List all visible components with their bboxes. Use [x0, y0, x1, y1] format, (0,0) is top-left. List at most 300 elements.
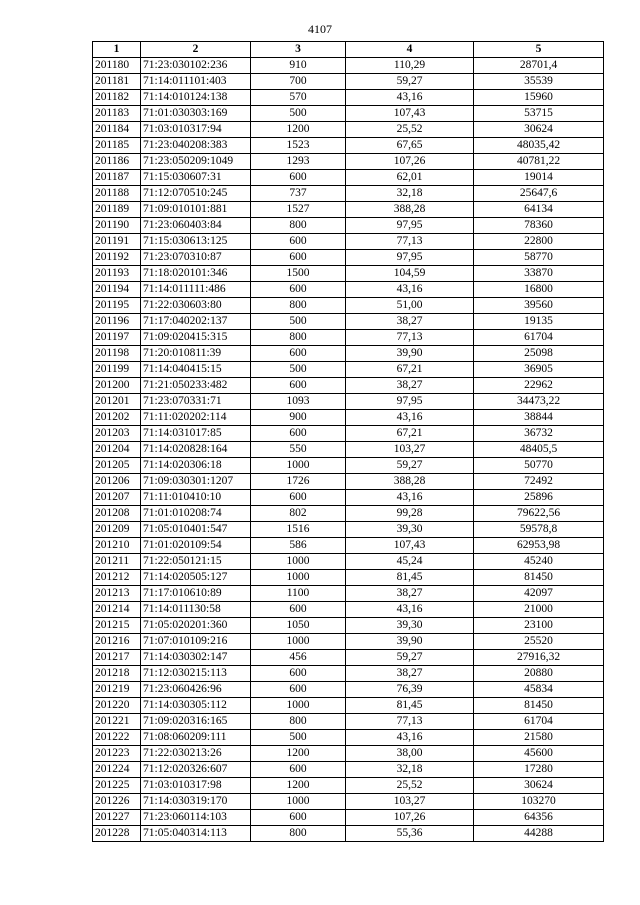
table-cell-col-5: 19135: [474, 314, 604, 330]
table-cell-col-5: 25520: [474, 634, 604, 650]
table-cell-col-5: 20880: [474, 666, 604, 682]
table-cell-col-4: 388,28: [346, 474, 474, 490]
table-cell-col-3: 1000: [251, 698, 346, 714]
table-cell-col-5: 62953,98: [474, 538, 604, 554]
table-cell-col-1: 201189: [93, 202, 141, 218]
table-cell-col-2: 71:17:040202:137: [141, 314, 251, 330]
table-cell-col-1: 201186: [93, 154, 141, 170]
table-cell-col-2: 71:22:030603:80: [141, 298, 251, 314]
table-cell-col-4: 67,21: [346, 426, 474, 442]
table-row: [93, 490, 604, 506]
table-cell-col-2: 71:14:020306:18: [141, 458, 251, 474]
table-cell-col-4: 77,13: [346, 714, 474, 730]
table-cell-col-4: 81,45: [346, 698, 474, 714]
table-cell-col-2: 71:14:030305:112: [141, 698, 251, 714]
table-cell-col-5: 36732: [474, 426, 604, 442]
table-cell-col-4: 32,18: [346, 186, 474, 202]
column-header-5: 5: [474, 42, 604, 58]
table-cell-col-1: 201222: [93, 730, 141, 746]
table-row: [93, 650, 604, 666]
table-cell-col-1: 201210: [93, 538, 141, 554]
table-cell-col-1: 201180: [93, 58, 141, 74]
cadastral-table: [92, 41, 604, 842]
table-cell-col-3: 600: [251, 666, 346, 682]
table-cell-col-4: 38,27: [346, 314, 474, 330]
table-cell-col-5: 21580: [474, 730, 604, 746]
table-cell-col-1: 201195: [93, 298, 141, 314]
table-row: [93, 410, 604, 426]
table-cell-col-2: 71:23:060403:84: [141, 218, 251, 234]
table-row: [93, 346, 604, 362]
table-cell-col-5: 81450: [474, 570, 604, 586]
table-row: [93, 330, 604, 346]
table-cell-col-3: 900: [251, 410, 346, 426]
table-cell-col-2: 71:22:050121:15: [141, 554, 251, 570]
table-cell-col-3: 1000: [251, 794, 346, 810]
table-cell-col-1: 201188: [93, 186, 141, 202]
table-cell-col-5: 61704: [474, 714, 604, 730]
table-row: [93, 314, 604, 330]
table-cell-col-4: 43,16: [346, 602, 474, 618]
table-row: [93, 202, 604, 218]
table-row: [93, 762, 604, 778]
table-cell-col-1: 201192: [93, 250, 141, 266]
table-cell-col-2: 71:15:030613:125: [141, 234, 251, 250]
table-cell-col-3: 500: [251, 106, 346, 122]
table-cell-col-2: 71:14:030319:170: [141, 794, 251, 810]
table-cell-col-2: 71:12:030215:113: [141, 666, 251, 682]
table-cell-col-4: 43,16: [346, 490, 474, 506]
table-cell-col-4: 67,21: [346, 362, 474, 378]
table-cell-col-4: 25,52: [346, 122, 474, 138]
table-cell-col-3: 456: [251, 650, 346, 666]
table-cell-col-1: 201203: [93, 426, 141, 442]
table-cell-col-1: 201211: [93, 554, 141, 570]
table-cell-col-2: 71:14:010124:138: [141, 90, 251, 106]
table-row: [93, 186, 604, 202]
table-row: [93, 714, 604, 730]
table-cell-col-2: 71:11:010410:10: [141, 490, 251, 506]
table-cell-col-1: 201223: [93, 746, 141, 762]
table-cell-col-1: 201215: [93, 618, 141, 634]
table-cell-col-5: 64356: [474, 810, 604, 826]
table-cell-col-1: 201216: [93, 634, 141, 650]
table-cell-col-5: 45240: [474, 554, 604, 570]
table-cell-col-1: 201187: [93, 170, 141, 186]
table-cell-col-3: 1293: [251, 154, 346, 170]
column-header-2: 2: [141, 42, 251, 58]
table-cell-col-4: 388,28: [346, 202, 474, 218]
table-cell-col-3: 586: [251, 538, 346, 554]
table-cell-col-2: 71:23:060426:96: [141, 682, 251, 698]
table-row: [93, 394, 604, 410]
table-cell-col-2: 71:14:020828:164: [141, 442, 251, 458]
table-cell-col-1: 201205: [93, 458, 141, 474]
table-cell-col-1: 201221: [93, 714, 141, 730]
table-row: [93, 474, 604, 490]
table-row: [93, 362, 604, 378]
table-row: [93, 122, 604, 138]
table-cell-col-5: 48405,5: [474, 442, 604, 458]
table-cell-col-4: 59,27: [346, 74, 474, 90]
table-cell-col-2: 71:14:031017:85: [141, 426, 251, 442]
table-cell-col-4: 77,13: [346, 330, 474, 346]
table-row: [93, 810, 604, 826]
table-cell-col-5: 28701,4: [474, 58, 604, 74]
table-cell-col-3: 600: [251, 762, 346, 778]
table-row: [93, 570, 604, 586]
table-cell-col-2: 71:09:020316:165: [141, 714, 251, 730]
table-cell-col-5: 25896: [474, 490, 604, 506]
table-cell-col-3: 1500: [251, 266, 346, 282]
table-row: [93, 282, 604, 298]
table-cell-col-5: 64134: [474, 202, 604, 218]
table-cell-col-2: 71:01:020109:54: [141, 538, 251, 554]
table-cell-col-5: 35539: [474, 74, 604, 90]
table-cell-col-5: 44288: [474, 826, 604, 842]
table-cell-col-4: 45,24: [346, 554, 474, 570]
table-row: [93, 826, 604, 842]
table-cell-col-3: 1093: [251, 394, 346, 410]
table-cell-col-5: 21000: [474, 602, 604, 618]
table-cell-col-3: 600: [251, 810, 346, 826]
table-cell-col-2: 71:14:011130:58: [141, 602, 251, 618]
table-cell-col-5: 53715: [474, 106, 604, 122]
table-cell-col-5: 17280: [474, 762, 604, 778]
table-cell-col-5: 61704: [474, 330, 604, 346]
table-cell-col-5: 81450: [474, 698, 604, 714]
table-cell-col-3: 1000: [251, 570, 346, 586]
table-cell-col-4: 67,65: [346, 138, 474, 154]
table-cell-col-4: 97,95: [346, 394, 474, 410]
table-cell-col-3: 1200: [251, 122, 346, 138]
table-cell-col-5: 40781,22: [474, 154, 604, 170]
column-header-1: 1: [93, 42, 141, 58]
table-cell-col-4: 99,28: [346, 506, 474, 522]
table-cell-col-2: 71:08:060209:111: [141, 730, 251, 746]
table-cell-col-5: 25647,6: [474, 186, 604, 202]
table-cell-col-5: 25098: [474, 346, 604, 362]
table-cell-col-5: 19014: [474, 170, 604, 186]
table-cell-col-5: 59578,8: [474, 522, 604, 538]
table-row: [93, 794, 604, 810]
table-cell-col-2: 71:09:030301:1207: [141, 474, 251, 490]
table-cell-col-1: 201219: [93, 682, 141, 698]
table-cell-col-1: 201196: [93, 314, 141, 330]
table-row: [93, 170, 604, 186]
table-cell-col-3: 800: [251, 330, 346, 346]
table-cell-col-2: 71:01:030303:169: [141, 106, 251, 122]
table-cell-col-4: 38,27: [346, 586, 474, 602]
table-cell-col-5: 78360: [474, 218, 604, 234]
table-cell-col-4: 43,16: [346, 90, 474, 106]
table-cell-col-3: 600: [251, 250, 346, 266]
table-cell-col-1: 201197: [93, 330, 141, 346]
table-row: [93, 666, 604, 682]
table-row: [93, 778, 604, 794]
table-row: [93, 106, 604, 122]
table-cell-col-3: 500: [251, 314, 346, 330]
table-cell-col-1: 201194: [93, 282, 141, 298]
table-row: [93, 618, 604, 634]
table-row: [93, 538, 604, 554]
table-cell-col-3: 1200: [251, 746, 346, 762]
table-row: [93, 90, 604, 106]
table-row: [93, 602, 604, 618]
table-cell-col-1: 201217: [93, 650, 141, 666]
table-cell-col-4: 77,13: [346, 234, 474, 250]
table-cell-col-4: 62,01: [346, 170, 474, 186]
table-cell-col-1: 201193: [93, 266, 141, 282]
table-cell-col-5: 50770: [474, 458, 604, 474]
table-cell-col-3: 570: [251, 90, 346, 106]
table-cell-col-4: 39,30: [346, 618, 474, 634]
table-cell-col-5: 36905: [474, 362, 604, 378]
table-cell-col-4: 110,29: [346, 58, 474, 74]
table-cell-col-2: 71:12:020326:607: [141, 762, 251, 778]
table-cell-col-5: 38844: [474, 410, 604, 426]
table-cell-col-1: 201182: [93, 90, 141, 106]
table-cell-col-3: 737: [251, 186, 346, 202]
table-cell-col-3: 600: [251, 346, 346, 362]
table-cell-col-4: 97,95: [346, 218, 474, 234]
column-header-3: 3: [251, 42, 346, 58]
table-cell-col-5: 79622,56: [474, 506, 604, 522]
table-row: [93, 218, 604, 234]
table-cell-col-3: 1516: [251, 522, 346, 538]
table-row: [93, 682, 604, 698]
table-row: [93, 746, 604, 762]
table-cell-col-1: 201181: [93, 74, 141, 90]
table-row: [93, 730, 604, 746]
table-cell-col-4: 39,30: [346, 522, 474, 538]
table-cell-col-3: 1100: [251, 586, 346, 602]
table-cell-col-2: 71:23:040208:383: [141, 138, 251, 154]
table-row: [93, 554, 604, 570]
table-cell-col-1: 201212: [93, 570, 141, 586]
table-cell-col-2: 71:23:030102:236: [141, 58, 251, 74]
table-cell-col-2: 71:12:070510:245: [141, 186, 251, 202]
table-row: [93, 442, 604, 458]
table-cell-col-3: 800: [251, 826, 346, 842]
table-cell-col-2: 71:23:070331:71: [141, 394, 251, 410]
table-cell-col-4: 97,95: [346, 250, 474, 266]
table-cell-col-1: 201200: [93, 378, 141, 394]
table-cell-col-3: 600: [251, 602, 346, 618]
header-row: [93, 42, 604, 58]
table-cell-col-5: 48035,42: [474, 138, 604, 154]
table-cell-col-4: 103,27: [346, 442, 474, 458]
table-cell-col-1: 201208: [93, 506, 141, 522]
table-row: [93, 426, 604, 442]
table-cell-col-1: 201183: [93, 106, 141, 122]
table-cell-col-1: 201191: [93, 234, 141, 250]
table-cell-col-5: 30624: [474, 122, 604, 138]
table-cell-col-1: 201227: [93, 810, 141, 826]
table-cell-col-1: 201204: [93, 442, 141, 458]
table-cell-col-3: 600: [251, 426, 346, 442]
table-row: [93, 586, 604, 602]
table-cell-col-2: 71:21:050233:482: [141, 378, 251, 394]
table-cell-col-1: 201226: [93, 794, 141, 810]
table-cell-col-2: 71:03:010317:98: [141, 778, 251, 794]
table-cell-col-3: 1523: [251, 138, 346, 154]
table-cell-col-4: 32,18: [346, 762, 474, 778]
table-cell-col-5: 33870: [474, 266, 604, 282]
table-row: [93, 298, 604, 314]
table-row: [93, 234, 604, 250]
table-cell-col-4: 107,26: [346, 154, 474, 170]
table-row: [93, 250, 604, 266]
column-header-4: 4: [346, 42, 474, 58]
table-cell-col-1: 201224: [93, 762, 141, 778]
table-cell-col-3: 1000: [251, 554, 346, 570]
table-row: [93, 74, 604, 90]
table-row: [93, 266, 604, 282]
table-cell-col-2: 71:05:010401:547: [141, 522, 251, 538]
table-cell-col-4: 39,90: [346, 634, 474, 650]
table-cell-col-1: 201228: [93, 826, 141, 842]
table-cell-col-3: 500: [251, 362, 346, 378]
table-cell-col-3: 802: [251, 506, 346, 522]
table-cell-col-4: 59,27: [346, 458, 474, 474]
table-cell-col-5: 72492: [474, 474, 604, 490]
table-row: [93, 378, 604, 394]
table-cell-col-5: 30624: [474, 778, 604, 794]
table-cell-col-1: 201218: [93, 666, 141, 682]
table-cell-col-2: 71:03:010317:94: [141, 122, 251, 138]
table-cell-col-2: 71:09:010101:881: [141, 202, 251, 218]
table-cell-col-5: 103270: [474, 794, 604, 810]
table-cell-col-5: 27916,32: [474, 650, 604, 666]
table-cell-col-4: 43,16: [346, 282, 474, 298]
table-cell-col-5: 45600: [474, 746, 604, 762]
table-cell-col-5: 39560: [474, 298, 604, 314]
table-cell-col-4: 104,59: [346, 266, 474, 282]
table-cell-col-4: 107,43: [346, 106, 474, 122]
table-cell-col-1: 201213: [93, 586, 141, 602]
table-cell-col-3: 600: [251, 234, 346, 250]
table-cell-col-1: 201199: [93, 362, 141, 378]
table-cell-col-2: 71:09:020415:315: [141, 330, 251, 346]
table-cell-col-2: 71:01:010208:74: [141, 506, 251, 522]
table-cell-col-1: 201225: [93, 778, 141, 794]
table-cell-col-4: 59,27: [346, 650, 474, 666]
table-cell-col-3: 1726: [251, 474, 346, 490]
table-cell-col-5: 16800: [474, 282, 604, 298]
table-cell-col-1: 201185: [93, 138, 141, 154]
table-cell-col-3: 600: [251, 282, 346, 298]
table-row: [93, 634, 604, 650]
table-cell-col-1: 201198: [93, 346, 141, 362]
table-cell-col-3: 1000: [251, 634, 346, 650]
table-cell-col-3: 1000: [251, 458, 346, 474]
table-cell-col-1: 201202: [93, 410, 141, 426]
table-cell-col-4: 38,27: [346, 666, 474, 682]
table-cell-col-1: 201220: [93, 698, 141, 714]
table-cell-col-5: 45834: [474, 682, 604, 698]
table-cell-col-5: 22800: [474, 234, 604, 250]
table-cell-col-1: 201184: [93, 122, 141, 138]
table-cell-col-2: 71:23:050209:1049: [141, 154, 251, 170]
table-cell-col-5: 23100: [474, 618, 604, 634]
table-cell-col-2: 71:05:040314:113: [141, 826, 251, 842]
table-row: [93, 522, 604, 538]
table-cell-col-4: 81,45: [346, 570, 474, 586]
table-body: [93, 58, 604, 842]
table-cell-col-4: 55,36: [346, 826, 474, 842]
table-cell-col-1: 201206: [93, 474, 141, 490]
table-cell-col-2: 71:11:020202:114: [141, 410, 251, 426]
table-row: [93, 138, 604, 154]
table-cell-col-4: 107,43: [346, 538, 474, 554]
table-cell-col-3: 910: [251, 58, 346, 74]
table-cell-col-2: 71:14:040415:15: [141, 362, 251, 378]
table-cell-col-3: 600: [251, 170, 346, 186]
table-cell-col-2: 71:23:060114:103: [141, 810, 251, 826]
table-row: [93, 58, 604, 74]
table-cell-col-5: 22962: [474, 378, 604, 394]
table-cell-col-3: 800: [251, 714, 346, 730]
table-cell-col-4: 51,00: [346, 298, 474, 314]
table-cell-col-5: 58770: [474, 250, 604, 266]
table-cell-col-5: 34473,22: [474, 394, 604, 410]
table-cell-col-3: 800: [251, 298, 346, 314]
table-cell-col-3: 550: [251, 442, 346, 458]
table-cell-col-3: 1050: [251, 618, 346, 634]
table-cell-col-2: 71:14:020505:127: [141, 570, 251, 586]
table-cell-col-2: 71:22:030213:26: [141, 746, 251, 762]
table-cell-col-1: 201190: [93, 218, 141, 234]
table-cell-col-3: 600: [251, 378, 346, 394]
table-cell-col-1: 201207: [93, 490, 141, 506]
table-cell-col-4: 25,52: [346, 778, 474, 794]
table-cell-col-4: 103,27: [346, 794, 474, 810]
table-cell-col-4: 38,00: [346, 746, 474, 762]
table-cell-col-5: 15960: [474, 90, 604, 106]
table-row: [93, 698, 604, 714]
table-cell-col-3: 700: [251, 74, 346, 90]
page-number: 4107: [308, 22, 332, 36]
table-cell-col-4: 38,27: [346, 378, 474, 394]
table-row: [93, 506, 604, 522]
table-cell-col-5: 42097: [474, 586, 604, 602]
table-cell-col-2: 71:05:020201:360: [141, 618, 251, 634]
table-cell-col-4: 43,16: [346, 730, 474, 746]
table-cell-col-4: 39,90: [346, 346, 474, 362]
table-cell-col-4: 43,16: [346, 410, 474, 426]
table-cell-col-2: 71:20:010811:39: [141, 346, 251, 362]
table-cell-col-2: 71:14:030302:147: [141, 650, 251, 666]
table-cell-col-2: 71:23:070310:87: [141, 250, 251, 266]
table-cell-col-1: 201209: [93, 522, 141, 538]
table-cell-col-2: 71:17:010610:89: [141, 586, 251, 602]
table-cell-col-2: 71:07:010109:216: [141, 634, 251, 650]
table-cell-col-2: 71:14:011111:486: [141, 282, 251, 298]
table-cell-col-3: 600: [251, 490, 346, 506]
table-cell-col-3: 500: [251, 730, 346, 746]
table-cell-col-2: 71:18:020101:346: [141, 266, 251, 282]
table-cell-col-3: 600: [251, 682, 346, 698]
table-cell-col-1: 201214: [93, 602, 141, 618]
table-cell-col-3: 800: [251, 218, 346, 234]
table-cell-col-2: 71:15:030607:31: [141, 170, 251, 186]
table-row: [93, 154, 604, 170]
table-cell-col-2: 71:14:011101:403: [141, 74, 251, 90]
table-row: [93, 458, 604, 474]
table-cell-col-3: 1200: [251, 778, 346, 794]
table-cell-col-4: 107,26: [346, 810, 474, 826]
